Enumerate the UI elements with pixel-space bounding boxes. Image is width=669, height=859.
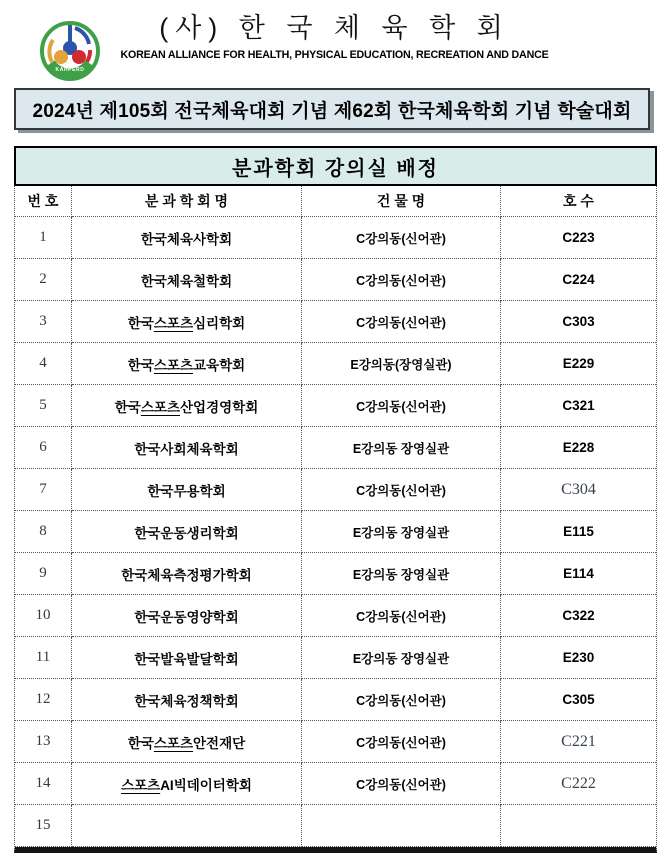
table-row (15, 385, 656, 427)
building-name: E강의동 장영실관 (302, 553, 501, 595)
assignment-table (14, 146, 657, 853)
table-row (15, 469, 656, 511)
room-number: E115 (501, 511, 656, 553)
room-number: C221 (501, 721, 656, 763)
society-name: 한국사회체육학회 (72, 427, 302, 469)
society-name: 한국발육발달학회 (72, 637, 302, 679)
row-number: 9 (15, 553, 72, 595)
society-name: 한국 스포츠 교육학회 (72, 343, 302, 385)
room-number: C305 (501, 679, 656, 721)
building-name: C강의동(신어관) (302, 217, 501, 259)
room-number: E228 (501, 427, 656, 469)
table-row (15, 217, 656, 259)
building-name: C강의동(신어관) (302, 301, 501, 343)
table-header-row (15, 186, 656, 217)
room-number: C223 (501, 217, 656, 259)
table-row (15, 259, 656, 301)
table-title: 분과학회 강의실 배정 (14, 146, 657, 186)
column-header-building: 건 물 명 (302, 186, 501, 217)
org-header (0, 12, 669, 84)
society-name: 한국운동생리학회 (72, 511, 302, 553)
room-number: E230 (501, 637, 656, 679)
building-name: C강의동(신어관) (302, 763, 501, 805)
society-name: 한국무용학회 (72, 469, 302, 511)
row-number: 10 (15, 595, 72, 637)
row-number: 4 (15, 343, 72, 385)
society-name: 한국체육철학회 (72, 259, 302, 301)
society-name: 한국체육측정평가학회 (72, 553, 302, 595)
society-name: 한국 스포츠 심리학회 (72, 301, 302, 343)
building-name: E강의동 장영실관 (302, 427, 501, 469)
building-name: E강의동 장영실관 (302, 511, 501, 553)
row-number: 12 (15, 679, 72, 721)
room-number: E229 (501, 343, 656, 385)
row-number: 5 (15, 385, 72, 427)
building-name: C강의동(신어관) (302, 469, 501, 511)
society-name: 한국운동영양학회 (72, 595, 302, 637)
table-row (15, 637, 656, 679)
row-number: 15 (15, 805, 72, 847)
society-name: 한국체육정책학회 (72, 679, 302, 721)
room-number: C304 (501, 469, 656, 511)
row-number: 11 (15, 637, 72, 679)
building-name: C강의동(신어관) (302, 679, 501, 721)
building-name: E강의동 장영실관 (302, 637, 501, 679)
room-number (501, 805, 656, 847)
table-row (15, 721, 656, 763)
table-row (15, 763, 656, 805)
table-grid (14, 186, 657, 853)
table-row (15, 679, 656, 721)
org-subtitle: KOREAN ALLIANCE FOR HEALTH, PHYSICAL EDUCATION, RECREATION AND DANCE (120, 48, 549, 61)
table-row (15, 343, 656, 385)
org-title: (사) 한 국 체 육 학 회 (159, 13, 510, 43)
table-row (15, 511, 656, 553)
room-number: E114 (501, 553, 656, 595)
row-number: 8 (15, 511, 72, 553)
building-name: C강의동(신어관) (302, 259, 501, 301)
table-row (15, 595, 656, 637)
society-name: 스포츠 AI빅데이터학회 (72, 763, 302, 805)
row-number: 3 (15, 301, 72, 343)
org-titles (0, 12, 669, 61)
building-name: C강의동(신어관) (302, 721, 501, 763)
building-name (302, 805, 501, 847)
society-name: 한국 스포츠 안전재단 (72, 721, 302, 763)
row-number: 7 (15, 469, 72, 511)
column-header-number: 번 호 (15, 186, 72, 217)
column-header-room: 호 수 (501, 186, 656, 217)
row-number: 2 (15, 259, 72, 301)
event-banner (14, 88, 650, 130)
room-number: C322 (501, 595, 656, 637)
society-name: 한국체육사학회 (72, 217, 302, 259)
building-name: C강의동(신어관) (302, 385, 501, 427)
room-number: C303 (501, 301, 656, 343)
column-header-society: 분 과 학 회 명 (72, 186, 302, 217)
room-number: C222 (501, 763, 656, 805)
table-row (15, 553, 656, 595)
table-body (15, 217, 656, 847)
table-row (15, 301, 656, 343)
row-number: 6 (15, 427, 72, 469)
event-banner-text: 2024년 제105회 전국체육대회 기념 제62회 한국체육학회 기념 학술대회 (32, 100, 632, 122)
building-name: E강의동(장영실관) (302, 343, 501, 385)
society-name: 한국 스포츠 산업경영학회 (72, 385, 302, 427)
society-name (72, 805, 302, 847)
building-name: C강의동(신어관) (302, 595, 501, 637)
table-row (15, 427, 656, 469)
row-number: 14 (15, 763, 72, 805)
row-number: 13 (15, 721, 72, 763)
room-number: C321 (501, 385, 656, 427)
table-row (15, 805, 656, 847)
logo-text: KAHPERD (55, 67, 85, 73)
row-number: 1 (15, 217, 72, 259)
room-number: C224 (501, 259, 656, 301)
